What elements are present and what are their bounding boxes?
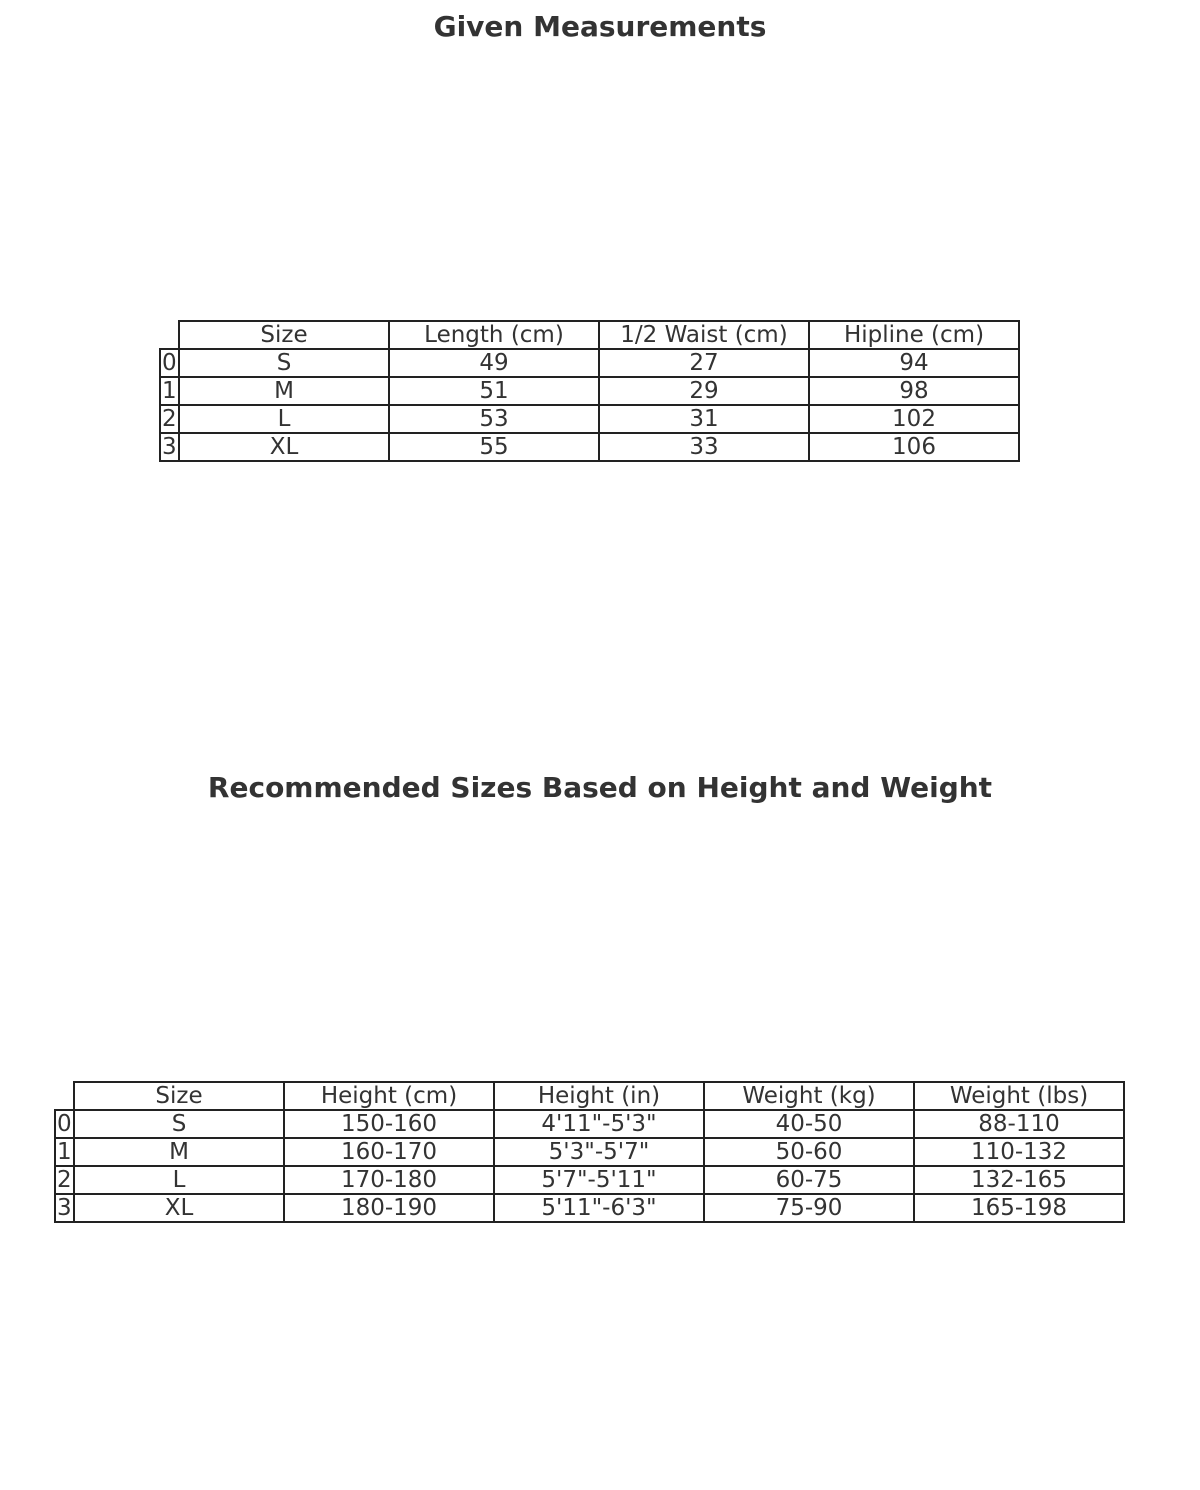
table-cell: 98 (809, 377, 1019, 405)
column-header: Length (cm) (389, 321, 599, 349)
table-cell: 160-170 (284, 1138, 494, 1166)
table-cell: 40-50 (704, 1110, 914, 1138)
column-header: Weight (kg) (704, 1082, 914, 1110)
table-cell: 94 (809, 349, 1019, 377)
column-header: Size (74, 1082, 284, 1110)
table-cell: 5'7"-5'11" (494, 1166, 704, 1194)
column-header: Height (cm) (284, 1082, 494, 1110)
table-cell: 29 (599, 377, 809, 405)
table-row (160, 433, 1019, 461)
table-cell: 50-60 (704, 1138, 914, 1166)
given-measurements-table (159, 320, 1020, 462)
row-index: 2 (55, 1166, 74, 1194)
table-cell: 27 (599, 349, 809, 377)
table-cell: 102 (809, 405, 1019, 433)
column-header: Hipline (cm) (809, 321, 1019, 349)
row-index: 1 (160, 377, 179, 405)
table-cell: S (179, 349, 389, 377)
table-cell: 60-75 (704, 1166, 914, 1194)
table-cell: 4'11"-5'3" (494, 1110, 704, 1138)
table-cell: 33 (599, 433, 809, 461)
table-cell: 49 (389, 349, 599, 377)
table-cell: M (74, 1138, 284, 1166)
table-cell: 53 (389, 405, 599, 433)
table-cell: 5'3"-5'7" (494, 1138, 704, 1166)
table-cell: 150-160 (284, 1110, 494, 1138)
column-header: 1/2 Waist (cm) (599, 321, 809, 349)
table-cell: 110-132 (914, 1138, 1124, 1166)
column-header: Weight (lbs) (914, 1082, 1124, 1110)
table-cell: 132-165 (914, 1166, 1124, 1194)
column-header: Size (179, 321, 389, 349)
table-cell: M (179, 377, 389, 405)
table-cell: 170-180 (284, 1166, 494, 1194)
table-row (55, 1166, 1124, 1194)
table-cell: 88-110 (914, 1110, 1124, 1138)
table-cell: XL (74, 1194, 284, 1222)
row-index: 3 (55, 1194, 74, 1222)
table-row (55, 1138, 1124, 1166)
row-index: 3 (160, 433, 179, 461)
corner-cell (55, 1082, 74, 1110)
table-cell: XL (179, 433, 389, 461)
table-cell: 31 (599, 405, 809, 433)
row-index: 2 (160, 405, 179, 433)
row-index: 1 (55, 1138, 74, 1166)
table-cell: 55 (389, 433, 599, 461)
table-cell: 75-90 (704, 1194, 914, 1222)
column-header: Height (in) (494, 1082, 704, 1110)
table-row (55, 1110, 1124, 1138)
given-measurements-title: Given Measurements (433, 10, 767, 43)
table-cell: 106 (809, 433, 1019, 461)
table-cell: L (179, 405, 389, 433)
table-row (55, 1194, 1124, 1222)
table-cell: 5'11"-6'3" (494, 1194, 704, 1222)
table-cell: S (74, 1110, 284, 1138)
table-cell: 180-190 (284, 1194, 494, 1222)
row-index: 0 (55, 1110, 74, 1138)
row-index: 0 (160, 349, 179, 377)
recommended-sizes-table (54, 1081, 1125, 1223)
table-cell: 165-198 (914, 1194, 1124, 1222)
table-row (160, 377, 1019, 405)
table-row (160, 349, 1019, 377)
table-cell: L (74, 1166, 284, 1194)
corner-cell (160, 321, 179, 349)
table-cell: 51 (389, 377, 599, 405)
table-row (160, 405, 1019, 433)
header-row (160, 321, 1019, 349)
header-row (55, 1082, 1124, 1110)
recommended-sizes-title: Recommended Sizes Based on Height and Weight (207, 771, 993, 804)
